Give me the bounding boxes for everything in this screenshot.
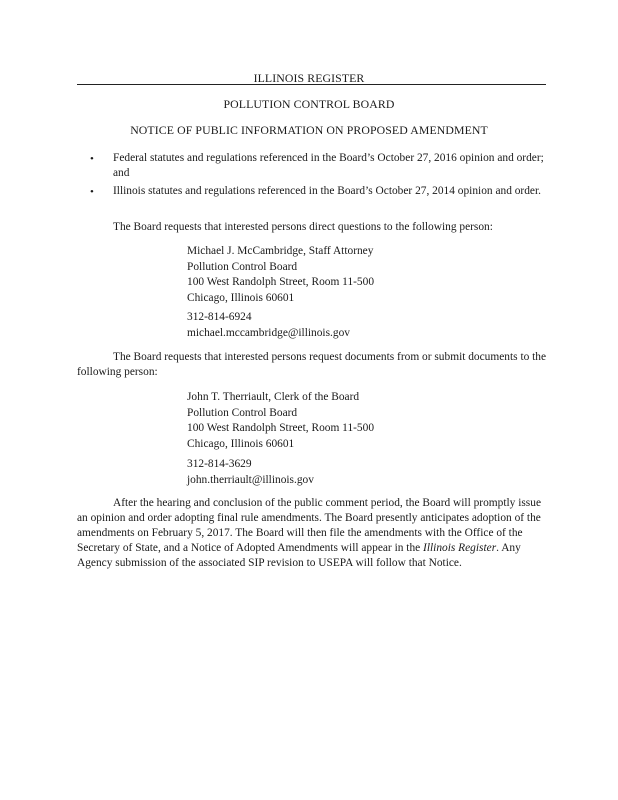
contact-org: Pollution Control Board: [187, 406, 298, 419]
contact-name: Michael J. McCambridge, Staff Attorney: [187, 245, 374, 257]
contact-street: 100 West Randolph Street, Room 11-500: [187, 422, 375, 434]
contact-email: john.therriault@illinois.gov: [187, 473, 314, 486]
contact-city: Chicago, Illinois 60601: [187, 291, 295, 304]
notice-title: NOTICE OF PUBLIC INFORMATION ON PROPOSED AMENDMENT: [130, 123, 488, 137]
bullet-icon: •: [90, 153, 94, 165]
documents-contact-info: [187, 457, 314, 488]
bullet-item: [90, 184, 550, 199]
bullet-icon: •: [90, 186, 94, 198]
questions-intro: The Board requests that interested persons direct questions to the following person:: [113, 221, 493, 233]
bullet-text: Illinois statutes and regulations referenced in the Board’s October 27, 2014 opinion and order.: [113, 185, 541, 197]
contact-name: John T. Therriault, Clerk of the Board: [187, 391, 360, 403]
bullet-item: [90, 151, 550, 181]
contact-phone: 312-814-6924: [187, 311, 252, 323]
header-rule: [77, 84, 546, 85]
bullet-text: Federal statutes and regulations referenced in the Board’s October 27, 2016 opinion and order; and: [113, 152, 544, 179]
bullet-list: [90, 151, 550, 202]
documents-intro: The Board requests that interested persons request documents from or submit documents to the following person:: [77, 351, 547, 378]
closing-text-1: After the hearing and conclusion of the public comment period, the Board will promptly issue an opinion and order adopting final rule amendments. The Board presently anticipates adoption of the amendments on February 5, 2017. The Board will then file the amendments with the Office of the Secretary of State, and a Notice of Adopted Amendments will appear in the: [77, 497, 541, 554]
contact-email: michael.mccambridge@illinois.gov: [187, 326, 350, 339]
closing-text-2: . Any Agency submission of the associated SIP revision to USEPA will follow that Notice.: [77, 542, 521, 569]
closing-paragraph: [77, 496, 550, 571]
register-header: ILLINOIS REGISTER: [253, 71, 365, 85]
contact-org: Pollution Control Board: [187, 260, 298, 273]
contact-phone: 312-814-3629: [187, 458, 252, 470]
questions-contact-info: [187, 310, 350, 341]
questions-contact-address: [187, 244, 374, 306]
documents-contact-address: [187, 390, 374, 452]
register-italic: Illinois Register: [423, 542, 497, 554]
board-name: POLLUTION CONTROL BOARD: [223, 97, 395, 111]
contact-city: Chicago, Illinois 60601: [187, 437, 295, 450]
contact-street: 100 West Randolph Street, Room 11-500: [187, 276, 375, 288]
